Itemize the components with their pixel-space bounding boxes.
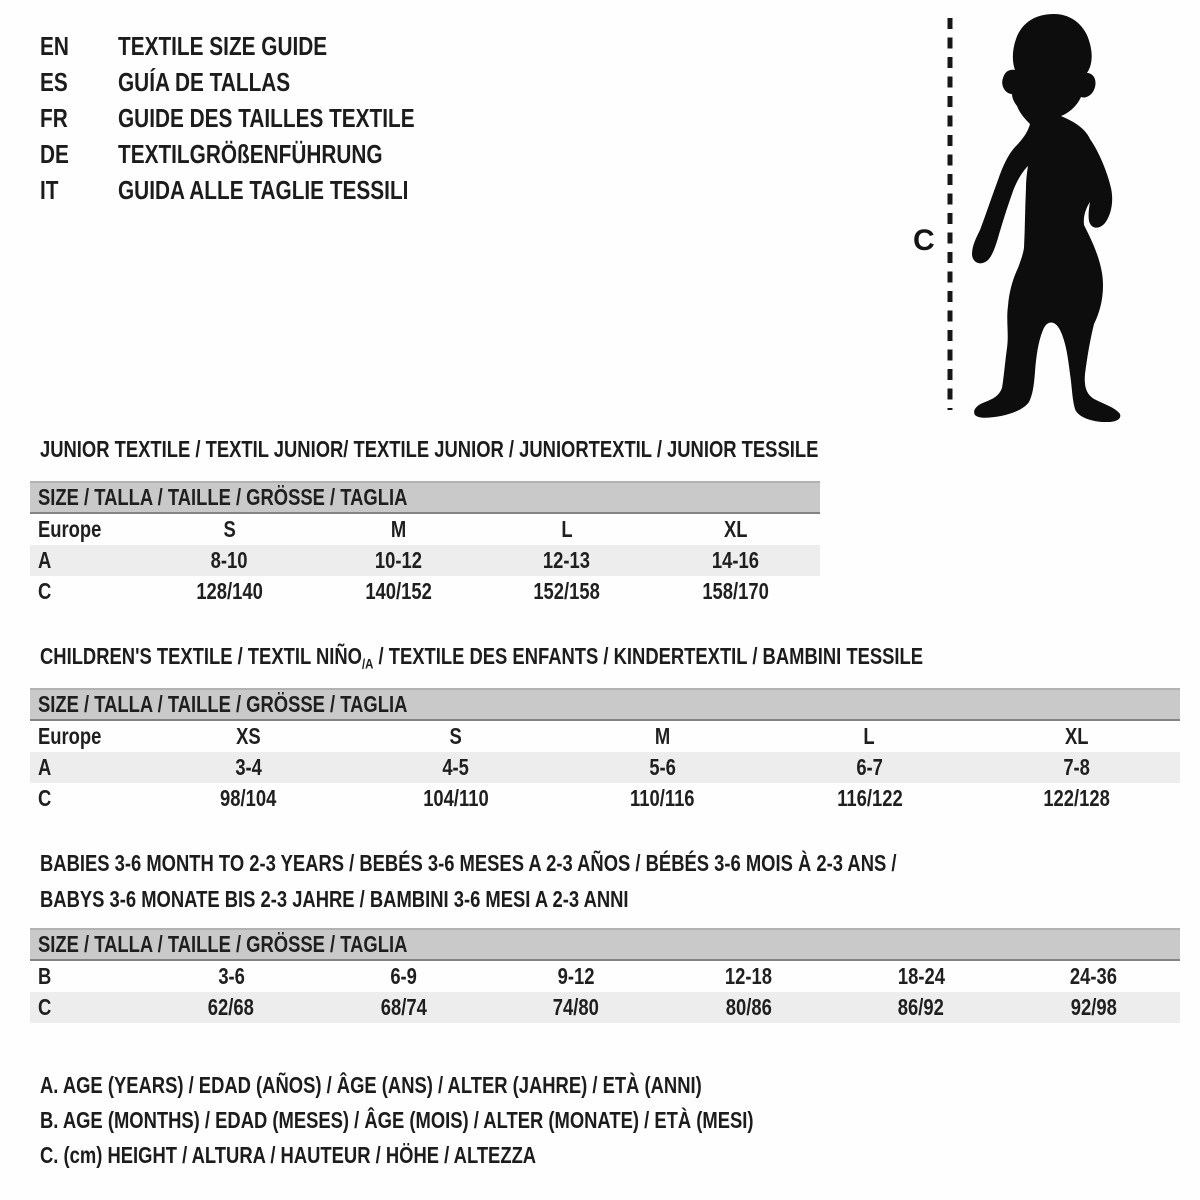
row-label: [30, 752, 145, 783]
legend-text: A. AGE (YEARS) / EDAD (AÑOS) / ÂGE (ANS) / ALTER (JAHRE) / ETÀ (ANNI): [40, 1072, 702, 1098]
language-code: FR: [40, 102, 68, 133]
language-row: [40, 172, 489, 208]
toddler-figure: [893, 12, 1145, 422]
column-header-text: L: [561, 516, 573, 542]
column-header-cell: [483, 513, 652, 545]
table-row: [30, 689, 1180, 720]
value-text: 7-8: [1063, 754, 1090, 780]
row-label: [30, 960, 145, 992]
title-subscript: /A: [361, 656, 374, 673]
value-cell: [651, 576, 820, 607]
section-title-babies: [40, 845, 1111, 917]
value-cell: [490, 960, 663, 992]
table-row: [30, 545, 820, 576]
row-label-text: Europe: [38, 723, 102, 749]
size-table-children: [30, 688, 1180, 814]
value-text: 10-12: [374, 547, 422, 573]
row-label-text: A: [38, 547, 52, 573]
row-label: [30, 545, 145, 576]
value-cell: [559, 783, 766, 814]
size-table-junior: [30, 481, 820, 607]
value-text: 3-6: [217, 963, 245, 989]
title-pre: CHILDREN'S TEXTILE / TEXTIL NIÑO: [40, 643, 362, 669]
language-title: GUÍA DE TALLAS: [118, 66, 291, 97]
value-text: 68/74: [380, 994, 427, 1020]
table-row: [30, 720, 1180, 752]
value-text: 158/170: [702, 578, 769, 604]
language-code: IT: [40, 174, 59, 205]
value-text: 24-36: [1070, 963, 1118, 989]
row-label-text: Europe: [38, 516, 102, 542]
value-text: 12-18: [725, 963, 773, 989]
row-label-text: C: [38, 785, 52, 811]
height-measure-label: C: [913, 224, 935, 257]
column-header-text: L: [863, 723, 876, 749]
value-cell: [483, 545, 652, 576]
value-cell: [145, 783, 352, 814]
table-row: [30, 783, 1180, 814]
value-text: 86/92: [898, 994, 945, 1020]
column-header-text: M: [654, 723, 671, 749]
column-header-cell: [145, 513, 314, 545]
row-label-text: A: [38, 754, 52, 780]
value-cell: [318, 992, 491, 1023]
section-title-text: JUNIOR TEXTILE / TEXTIL JUNIOR/ TEXTILE JUNIOR / JUNIORTEXTIL / JUNIOR TESSILE: [40, 436, 819, 462]
value-cell: [145, 576, 314, 607]
value-cell: [1008, 960, 1181, 992]
column-header-text: S: [449, 723, 462, 749]
row-label: [30, 513, 145, 545]
value-cell: [973, 752, 1180, 783]
value-text: 92/98: [1070, 994, 1117, 1020]
value-cell: [766, 783, 973, 814]
value-cell: [352, 783, 559, 814]
language-title: TEXTILGRÖßENFÜHRUNG: [118, 138, 383, 169]
value-text: 62/68: [208, 994, 255, 1020]
size-table-babies: [30, 928, 1180, 1023]
language-row: [40, 28, 489, 64]
size-band: [30, 929, 1180, 960]
value-text: 6-7: [856, 754, 883, 780]
value-cell: [352, 752, 559, 783]
value-text: 98/104: [220, 785, 277, 811]
legend-line-age-months: [40, 1103, 932, 1138]
table-row: [30, 513, 820, 545]
row-label-text: C: [38, 994, 52, 1020]
toddler-silhouette-icon: [972, 14, 1120, 422]
value-text: 140/152: [364, 578, 432, 604]
row-label: [30, 720, 145, 752]
language-code: DE: [40, 138, 69, 169]
column-header-text: S: [223, 516, 236, 542]
column-header-cell: [314, 513, 483, 545]
value-cell: [314, 576, 483, 607]
column-header-cell: [973, 720, 1180, 752]
language-title: GUIDA ALLE TAGLIE TESSILI: [118, 174, 409, 205]
value-cell: [651, 545, 820, 576]
size-band-label: SIZE / TALLA / TAILLE / GRÖSSE / TAGLIA: [38, 931, 408, 957]
value-cell: [835, 960, 1008, 992]
value-cell: [663, 992, 836, 1023]
table-row: [30, 992, 1180, 1023]
value-text: 4-5: [442, 754, 469, 780]
table-row: [30, 482, 820, 513]
column-header-text: M: [390, 516, 406, 542]
table-row: [30, 752, 1180, 783]
value-cell: [835, 992, 1008, 1023]
language-row: [40, 100, 489, 136]
value-text: 110/116: [630, 785, 695, 811]
value-text: 80/86: [725, 994, 772, 1020]
column-header-text: XL: [1064, 723, 1089, 749]
value-text: 74/80: [553, 994, 600, 1020]
value-text: 152/158: [533, 578, 601, 604]
value-text: 12-13: [543, 547, 591, 573]
value-text: 122/128: [1043, 785, 1110, 811]
value-cell: [1008, 992, 1181, 1023]
size-band-label: SIZE / TALLA / TAILLE / GRÖSSE / TAGLIA: [38, 484, 408, 510]
language-title: GUIDE DES TAILLES TEXTILE: [118, 102, 415, 133]
value-cell: [766, 752, 973, 783]
value-cell: [145, 752, 352, 783]
language-code: EN: [40, 30, 69, 61]
legend-line-age-years: [40, 1068, 932, 1103]
row-label-text: C: [38, 578, 52, 604]
language-row: [40, 136, 489, 172]
value-cell: [483, 576, 652, 607]
column-header-cell: [145, 720, 352, 752]
value-text: 14-16: [712, 547, 760, 573]
table-row: [30, 960, 1180, 992]
table-row: [30, 576, 820, 607]
value-text: 5-6: [649, 754, 676, 780]
column-header-cell: [352, 720, 559, 752]
value-cell: [145, 992, 318, 1023]
language-row: [40, 64, 489, 100]
title-post: / TEXTILE DES ENFANTS / KINDERTEXTIL / BAMBINI TESSILE: [373, 643, 924, 669]
value-text: 116/122: [836, 785, 903, 811]
row-label: [30, 576, 145, 607]
value-cell: [145, 960, 318, 992]
section-title-junior: [40, 436, 1013, 463]
column-header-cell: [766, 720, 973, 752]
row-label-text: B: [38, 963, 52, 989]
value-text: 104/110: [422, 785, 489, 811]
row-label: [30, 992, 145, 1023]
legend-text: C. (cm) HEIGHT / ALTURA / HAUTEUR / HÖHE / ALTEZZA: [40, 1142, 537, 1168]
value-text: 6-9: [390, 963, 418, 989]
value-text: 9-12: [557, 963, 595, 989]
size-band: [30, 689, 1180, 720]
column-header-cell: [559, 720, 766, 752]
value-cell: [559, 752, 766, 783]
table-row: [30, 929, 1180, 960]
legend-line-height: [40, 1138, 932, 1173]
legend-text: B. AGE (MONTHS) / EDAD (MESES) / ÂGE (MOIS) / ALTER (MONATE) / ETÀ (MESI): [40, 1107, 754, 1133]
value-text: 8-10: [210, 547, 248, 573]
language-title: TEXTILE SIZE GUIDE: [118, 30, 328, 61]
column-header-cell: [651, 513, 820, 545]
value-cell: [145, 545, 314, 576]
value-text: 3-4: [235, 754, 262, 780]
language-list: [40, 28, 489, 208]
value-text: 128/140: [196, 578, 263, 604]
section-title-line2: BABYS 3-6 MONATE BIS 2-3 JAHRE / BAMBINI 3-6 MESI A 2-3 ANNI: [40, 886, 629, 912]
value-cell: [490, 992, 663, 1023]
column-header-text: XS: [236, 723, 261, 749]
value-cell: [318, 960, 491, 992]
value-text: 18-24: [897, 963, 945, 989]
value-cell: [314, 545, 483, 576]
language-code: ES: [40, 66, 68, 97]
legend: [40, 1068, 932, 1173]
section-title-line1: BABIES 3-6 MONTH TO 2-3 YEARS / BEBÉS 3-6 MESES A 2-3 AÑOS / BÉBÉS 3-6 MOIS À 2-3 ANS /: [40, 850, 897, 876]
section-title-children: [40, 643, 1144, 673]
row-label: [30, 783, 145, 814]
value-cell: [663, 960, 836, 992]
size-band-label: SIZE / TALLA / TAILLE / GRÖSSE / TAGLIA: [38, 691, 408, 717]
size-band: [30, 482, 820, 513]
column-header-text: XL: [723, 516, 748, 542]
value-cell: [973, 783, 1180, 814]
section-title-text: [40, 643, 923, 673]
